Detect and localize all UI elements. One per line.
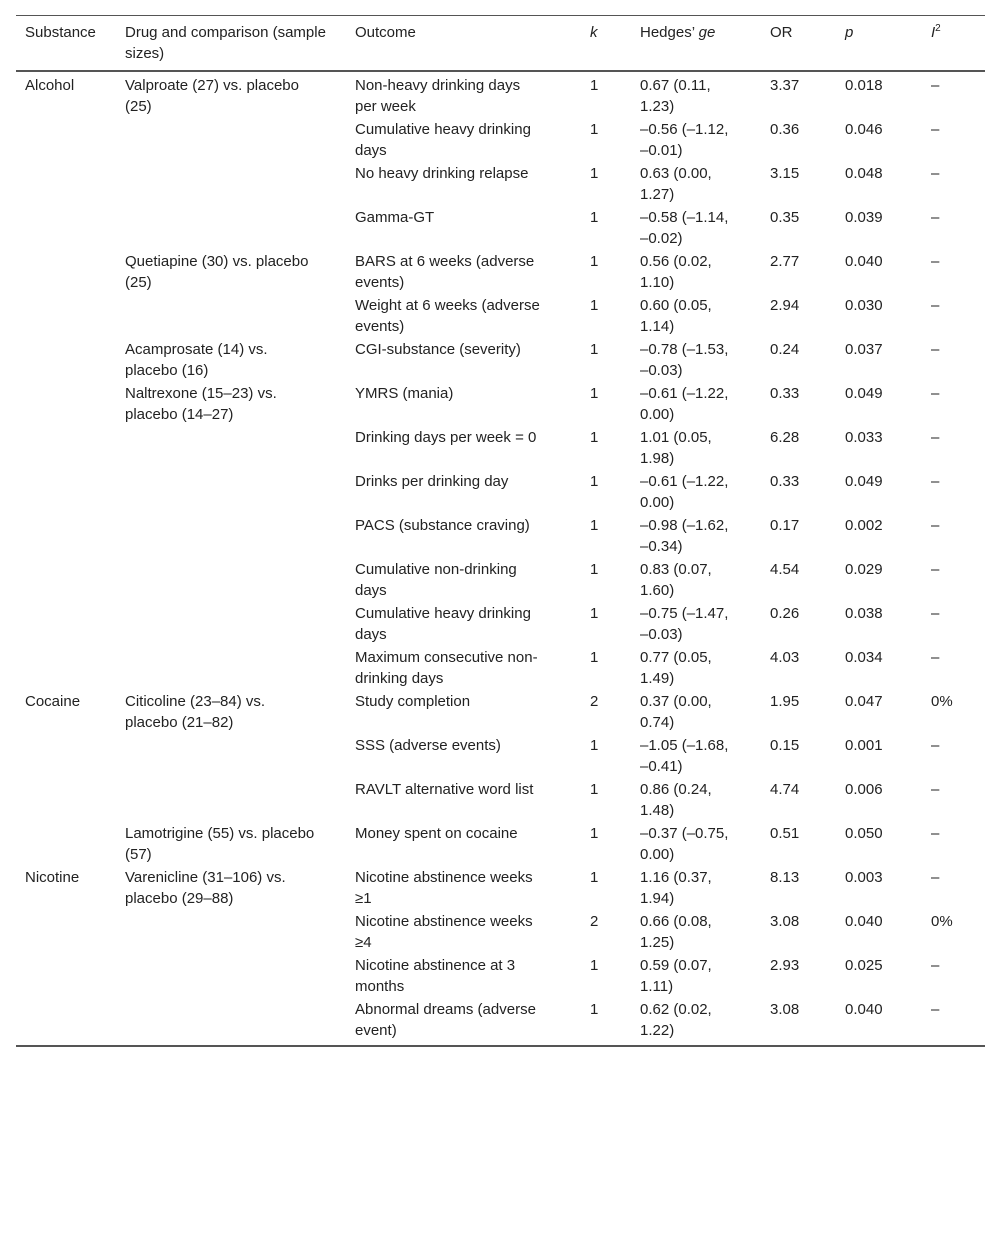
cell-i2: – bbox=[931, 869, 940, 886]
cell-i2: – bbox=[931, 605, 940, 622]
table-row bbox=[16, 998, 985, 1046]
cell-substance bbox=[16, 162, 116, 206]
cell-or: 2.77 bbox=[770, 253, 800, 270]
table-row bbox=[16, 778, 985, 822]
cell-i2: – bbox=[931, 781, 940, 798]
table-row bbox=[16, 71, 985, 118]
cell-k: 1 bbox=[590, 957, 599, 974]
table-body bbox=[16, 71, 985, 1046]
cell-outcome: BARS at 6 weeks (adverse events) bbox=[355, 253, 535, 291]
cell-hedges-g: –0.61 (–1.22, 0.00) bbox=[640, 473, 729, 511]
cell-p: 0.040 bbox=[845, 913, 883, 930]
cell-outcome: Cumulative heavy drinking days bbox=[355, 121, 531, 159]
cell-outcome: Nicotine abstinence at 3 months bbox=[355, 957, 516, 995]
header-or: OR bbox=[770, 24, 793, 41]
cell-k: 1 bbox=[590, 869, 599, 886]
cell-i2: – bbox=[931, 473, 940, 490]
cell-i2: – bbox=[931, 561, 940, 578]
cell-substance bbox=[16, 954, 116, 998]
cell-p: 0.030 bbox=[845, 297, 883, 314]
cell-hedges-g: –0.75 (–1.47, –0.03) bbox=[640, 605, 729, 643]
cell-substance bbox=[16, 338, 116, 382]
cell-drug: Lamotrigine (55) vs. placebo (57) bbox=[125, 825, 315, 863]
cell-hedges-g: 0.62 (0.02, 1.22) bbox=[640, 1001, 712, 1039]
cell-i2: – bbox=[931, 737, 940, 754]
cell-or: 1.95 bbox=[770, 693, 800, 710]
cell-outcome: Money spent on cocaine bbox=[355, 825, 518, 842]
table-row bbox=[16, 118, 985, 162]
table-row bbox=[16, 822, 985, 866]
table-row bbox=[16, 206, 985, 250]
cell-or: 0.36 bbox=[770, 121, 800, 138]
cell-i2: – bbox=[931, 649, 940, 666]
cell-drug: Acamprosate (14) vs. placebo (16) bbox=[125, 341, 268, 379]
table-header bbox=[16, 16, 985, 72]
header-i2 bbox=[922, 16, 985, 72]
cell-hedges-g: –0.56 (–1.12, –0.01) bbox=[640, 121, 729, 159]
cell-k: 1 bbox=[590, 825, 599, 842]
cell-substance bbox=[16, 118, 116, 162]
table-row bbox=[16, 690, 985, 734]
cell-or: 3.08 bbox=[770, 1001, 800, 1018]
cell-hedges-g: –0.78 (–1.53, –0.03) bbox=[640, 341, 729, 379]
cell-hedges-g: –0.37 (–0.75, 0.00) bbox=[640, 825, 729, 863]
cell-hedges-g: 0.56 (0.02, 1.10) bbox=[640, 253, 712, 291]
cell-outcome: No heavy drinking relapse bbox=[355, 165, 529, 182]
cell-hedges-g: 1.01 (0.05, 1.98) bbox=[640, 429, 712, 467]
cell-i2: – bbox=[931, 517, 940, 534]
header-hedges-italic: ge bbox=[698, 24, 716, 41]
cell-substance bbox=[16, 514, 116, 558]
cell-i2: – bbox=[931, 253, 940, 270]
cell-outcome: RAVLT alternative word list bbox=[355, 781, 534, 798]
cell-or: 0.26 bbox=[770, 605, 800, 622]
cell-i2: – bbox=[931, 1001, 940, 1018]
cell-substance bbox=[16, 250, 116, 294]
cell-substance bbox=[16, 646, 116, 690]
cell-outcome: Drinking days per week = 0 bbox=[355, 429, 537, 446]
cell-k: 1 bbox=[590, 561, 599, 578]
cell-p: 0.001 bbox=[845, 737, 883, 754]
cell-outcome: Maximum consecutive non-drinking days bbox=[355, 649, 538, 687]
cell-drug bbox=[116, 162, 346, 206]
table-row bbox=[16, 294, 985, 338]
cell-or: 0.33 bbox=[770, 473, 800, 490]
cell-or: 4.54 bbox=[770, 561, 800, 578]
cell-outcome: Nicotine abstinence weeks ≥4 bbox=[355, 913, 533, 951]
cell-k: 1 bbox=[590, 737, 599, 754]
cell-p: 0.018 bbox=[845, 77, 883, 94]
cell-drug bbox=[116, 910, 346, 954]
cell-p: 0.040 bbox=[845, 1001, 883, 1018]
header-hedges-g bbox=[631, 16, 761, 72]
table-row bbox=[16, 514, 985, 558]
cell-substance: Cocaine bbox=[25, 693, 81, 710]
cell-drug: Quetiapine (30) vs. placebo (25) bbox=[125, 253, 309, 291]
cell-outcome: CGI-substance (severity) bbox=[355, 341, 521, 358]
cell-hedges-g: 0.83 (0.07, 1.60) bbox=[640, 561, 712, 599]
cell-drug bbox=[116, 118, 346, 162]
cell-hedges-g: –0.61 (–1.22, 0.00) bbox=[640, 385, 729, 423]
cell-hedges-g: 1.16 (0.37, 1.94) bbox=[640, 869, 712, 907]
cell-hedges-g: 0.77 (0.05, 1.49) bbox=[640, 649, 712, 687]
cell-or: 0.17 bbox=[770, 517, 800, 534]
cell-substance bbox=[16, 206, 116, 250]
cell-outcome: Study completion bbox=[355, 693, 471, 710]
cell-outcome: Cumulative non-drinking days bbox=[355, 561, 517, 599]
cell-hedges-g: –0.58 (–1.14, –0.02) bbox=[640, 209, 729, 247]
cell-substance bbox=[16, 602, 116, 646]
cell-substance: Nicotine bbox=[25, 869, 80, 886]
cell-p: 0.046 bbox=[845, 121, 883, 138]
cell-k: 1 bbox=[590, 473, 599, 490]
header-k bbox=[581, 16, 631, 72]
cell-k: 1 bbox=[590, 341, 599, 358]
table-row bbox=[16, 426, 985, 470]
header-i2-sup: 2 bbox=[935, 23, 941, 34]
cell-i2: – bbox=[931, 341, 940, 358]
cell-i2: 0% bbox=[931, 913, 953, 930]
cell-substance bbox=[16, 426, 116, 470]
table-row bbox=[16, 954, 985, 998]
header-p-text: p bbox=[845, 24, 854, 41]
cell-or: 2.94 bbox=[770, 297, 800, 314]
cell-p: 0.049 bbox=[845, 385, 883, 402]
cell-i2: – bbox=[931, 429, 940, 446]
table-row bbox=[16, 734, 985, 778]
cell-outcome: PACS (substance craving) bbox=[355, 517, 530, 534]
cell-p: 0.029 bbox=[845, 561, 883, 578]
cell-hedges-g: 0.67 (0.11, 1.23) bbox=[640, 77, 711, 115]
cell-p: 0.048 bbox=[845, 165, 883, 182]
cell-hedges-g: 0.66 (0.08, 1.25) bbox=[640, 913, 712, 951]
cell-k: 1 bbox=[590, 429, 599, 446]
cell-i2: – bbox=[931, 825, 940, 842]
cell-or: 4.74 bbox=[770, 781, 800, 798]
header-drug: Drug and comparison (sample sizes) bbox=[125, 24, 326, 62]
cell-i2: – bbox=[931, 297, 940, 314]
cell-substance bbox=[16, 382, 116, 426]
cell-outcome: Drinks per drinking day bbox=[355, 473, 509, 490]
cell-outcome: Weight at 6 weeks (adverse events) bbox=[355, 297, 540, 335]
cell-hedges-g: 0.59 (0.07, 1.11) bbox=[640, 957, 712, 995]
cell-k: 1 bbox=[590, 1001, 599, 1018]
cell-outcome: SSS (adverse events) bbox=[355, 737, 501, 754]
cell-i2: 0% bbox=[931, 693, 953, 710]
cell-k: 1 bbox=[590, 121, 599, 138]
cell-p: 0.034 bbox=[845, 649, 883, 666]
cell-outcome: Gamma-GT bbox=[355, 209, 435, 226]
cell-drug bbox=[116, 558, 346, 602]
cell-substance bbox=[16, 470, 116, 514]
header-row bbox=[16, 16, 985, 72]
cell-or: 6.28 bbox=[770, 429, 800, 446]
table-row bbox=[16, 250, 985, 294]
cell-p: 0.037 bbox=[845, 341, 883, 358]
cell-drug bbox=[116, 734, 346, 778]
cell-drug: Citicoline (23–84) vs. placebo (21–82) bbox=[125, 693, 266, 731]
header-outcome: Outcome bbox=[355, 24, 416, 41]
cell-substance bbox=[16, 778, 116, 822]
cell-drug bbox=[116, 646, 346, 690]
cell-hedges-g: 0.86 (0.24, 1.48) bbox=[640, 781, 712, 819]
cell-or: 8.13 bbox=[770, 869, 800, 886]
header-i2-text: I bbox=[931, 24, 936, 41]
cell-k: 1 bbox=[590, 209, 599, 226]
cell-k: 1 bbox=[590, 253, 599, 270]
cell-p: 0.047 bbox=[845, 693, 883, 710]
cell-substance bbox=[16, 558, 116, 602]
header-substance: Substance bbox=[25, 24, 96, 41]
cell-drug: Naltrexone (15–23) vs. placebo (14–27) bbox=[125, 385, 277, 423]
cell-drug bbox=[116, 426, 346, 470]
cell-drug bbox=[116, 206, 346, 250]
cell-k: 1 bbox=[590, 649, 599, 666]
cell-or: 3.08 bbox=[770, 913, 800, 930]
cell-p: 0.002 bbox=[845, 517, 883, 534]
table-row bbox=[16, 162, 985, 206]
table-row bbox=[16, 602, 985, 646]
cell-drug bbox=[116, 294, 346, 338]
cell-or: 0.24 bbox=[770, 341, 800, 358]
cell-k: 2 bbox=[590, 693, 599, 710]
cell-drug bbox=[116, 998, 346, 1046]
cell-p: 0.003 bbox=[845, 869, 883, 886]
cell-outcome: Cumulative heavy drinking days bbox=[355, 605, 531, 643]
cell-outcome: Non-heavy drinking days per week bbox=[355, 77, 521, 115]
table-row bbox=[16, 470, 985, 514]
cell-drug: Valproate (27) vs. placebo (25) bbox=[125, 77, 299, 115]
cell-substance: Alcohol bbox=[25, 77, 75, 94]
cell-k: 1 bbox=[590, 385, 599, 402]
table-row bbox=[16, 338, 985, 382]
header-hedges-prefix: Hedges’ bbox=[640, 24, 699, 41]
table-row bbox=[16, 382, 985, 426]
cell-substance bbox=[16, 998, 116, 1046]
cell-k: 1 bbox=[590, 605, 599, 622]
cell-k: 2 bbox=[590, 913, 599, 930]
cell-i2: – bbox=[931, 385, 940, 402]
cell-outcome: Nicotine abstinence weeks ≥1 bbox=[355, 869, 533, 907]
cell-drug bbox=[116, 954, 346, 998]
cell-p: 0.025 bbox=[845, 957, 883, 974]
cell-k: 1 bbox=[590, 77, 599, 94]
cell-or: 4.03 bbox=[770, 649, 800, 666]
header-k-text: k bbox=[590, 24, 598, 41]
cell-substance bbox=[16, 822, 116, 866]
cell-i2: – bbox=[931, 957, 940, 974]
cell-or: 0.33 bbox=[770, 385, 800, 402]
cell-k: 1 bbox=[590, 781, 599, 798]
cell-p: 0.006 bbox=[845, 781, 883, 798]
cell-k: 1 bbox=[590, 297, 599, 314]
cell-or: 0.15 bbox=[770, 737, 800, 754]
cell-i2: – bbox=[931, 209, 940, 226]
cell-k: 1 bbox=[590, 165, 599, 182]
cell-or: 2.93 bbox=[770, 957, 800, 974]
cell-p: 0.040 bbox=[845, 253, 883, 270]
cell-or: 3.15 bbox=[770, 165, 800, 182]
cell-p: 0.050 bbox=[845, 825, 883, 842]
cell-or: 0.35 bbox=[770, 209, 800, 226]
cell-p: 0.033 bbox=[845, 429, 883, 446]
cell-substance bbox=[16, 734, 116, 778]
cell-hedges-g: 0.37 (0.00, 0.74) bbox=[640, 693, 712, 731]
cell-or: 3.37 bbox=[770, 77, 800, 94]
header-p bbox=[836, 16, 922, 72]
cell-drug bbox=[116, 470, 346, 514]
table-row bbox=[16, 558, 985, 602]
cell-substance bbox=[16, 294, 116, 338]
cell-outcome: Abnormal dreams (adverse event) bbox=[355, 1001, 536, 1039]
cell-outcome: YMRS (mania) bbox=[355, 385, 454, 402]
cell-drug bbox=[116, 514, 346, 558]
cell-hedges-g: –0.98 (–1.62, –0.34) bbox=[640, 517, 729, 555]
cell-drug: Varenicline (31–106) vs. placebo (29–88) bbox=[125, 869, 286, 907]
cell-i2: – bbox=[931, 77, 940, 94]
cell-p: 0.049 bbox=[845, 473, 883, 490]
cell-drug bbox=[116, 778, 346, 822]
table-row bbox=[16, 866, 985, 910]
cell-hedges-g: 0.63 (0.00, 1.27) bbox=[640, 165, 712, 203]
cell-p: 0.039 bbox=[845, 209, 883, 226]
cell-i2: – bbox=[931, 121, 940, 138]
cell-hedges-g: –1.05 (–1.68, –0.41) bbox=[640, 737, 729, 775]
cell-p: 0.038 bbox=[845, 605, 883, 622]
cell-drug bbox=[116, 602, 346, 646]
results-table bbox=[16, 15, 985, 1047]
table-row bbox=[16, 646, 985, 690]
cell-or: 0.51 bbox=[770, 825, 800, 842]
table-row bbox=[16, 910, 985, 954]
cell-k: 1 bbox=[590, 517, 599, 534]
cell-substance bbox=[16, 910, 116, 954]
cell-i2: – bbox=[931, 165, 940, 182]
cell-hedges-g: 0.60 (0.05, 1.14) bbox=[640, 297, 712, 335]
